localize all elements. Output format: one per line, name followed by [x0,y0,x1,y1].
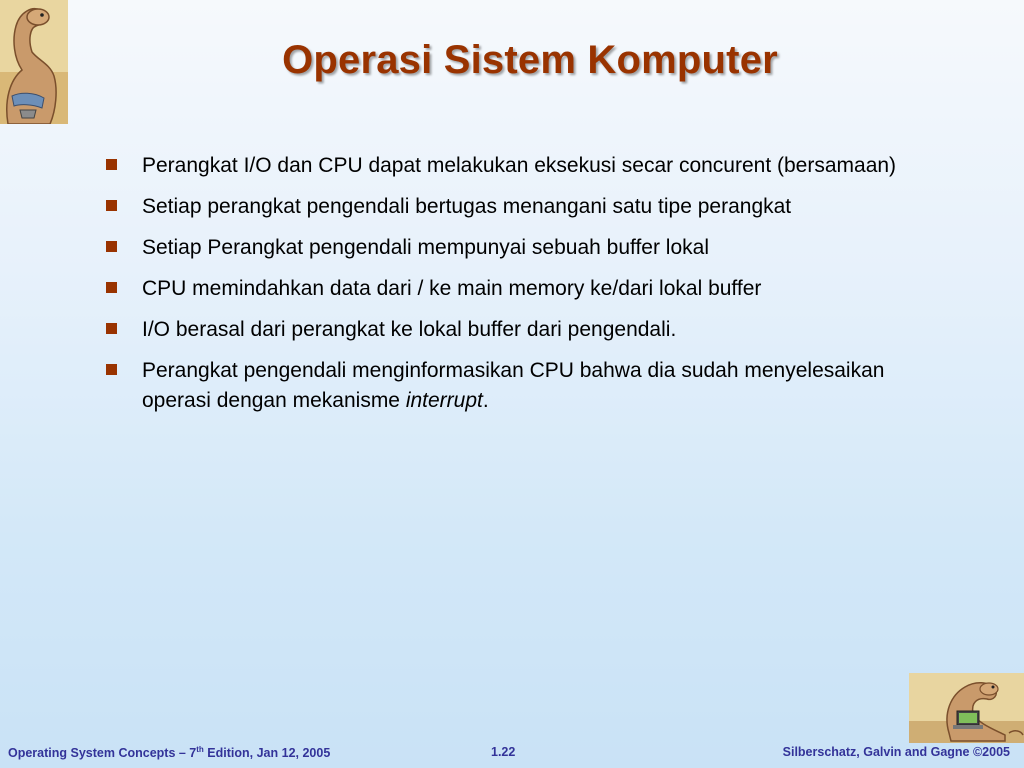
bullet-square-icon [106,241,117,252]
bullet-text: Setiap Perangkat pengendali mempunyai sebuah buffer lokal [142,236,709,259]
dinosaur-laptop-icon [909,673,1024,743]
bullet-item [104,151,924,181]
bullet-square-icon [106,200,117,211]
bullet-text: Perangkat I/O dan CPU dapat melakukan eksekusi secar concurent (bersamaan) [142,154,897,177]
bullet-italic-term: interrupt [405,389,483,412]
footer-left-text: Operating System Concepts – 7 [8,746,197,761]
footer-superscript: th [196,745,204,754]
bullet-item [104,233,924,263]
bullet-square-icon [106,323,117,334]
bullet-text: Perangkat pengendali menginformasikan CPU bahwa dia sudah menyelesaikan operasi dengan mekanisme [142,359,885,412]
bullet-item [104,192,924,222]
bullet-item [104,315,924,345]
bullet-item [104,356,924,416]
bullet-text: Setiap perangkat pengendali bertugas menangani satu tipe perangkat [142,195,792,218]
bullet-square-icon [106,282,117,293]
bullet-item [104,274,924,304]
bullet-suffix: . [482,389,489,412]
bullet-list [104,151,924,427]
footer-left-edition: Edition, Jan 12, 2005 [203,746,331,761]
footer-copyright: Silberschatz, Galvin and Gagne ©2005 [782,745,1010,759]
bullet-square-icon [106,159,117,170]
bullet-square-icon [106,364,117,375]
footer-course-title [8,745,330,760]
bullet-text: I/O berasal dari perangkat ke lokal buffer dari pengendali. [142,318,677,341]
slide-title: Operasi Sistem Komputer [282,38,778,82]
footer-page-number: 1.22 [491,745,516,759]
bullet-text: CPU memindahkan data dari / ke main memory ke/dari lokal buffer [142,277,762,300]
